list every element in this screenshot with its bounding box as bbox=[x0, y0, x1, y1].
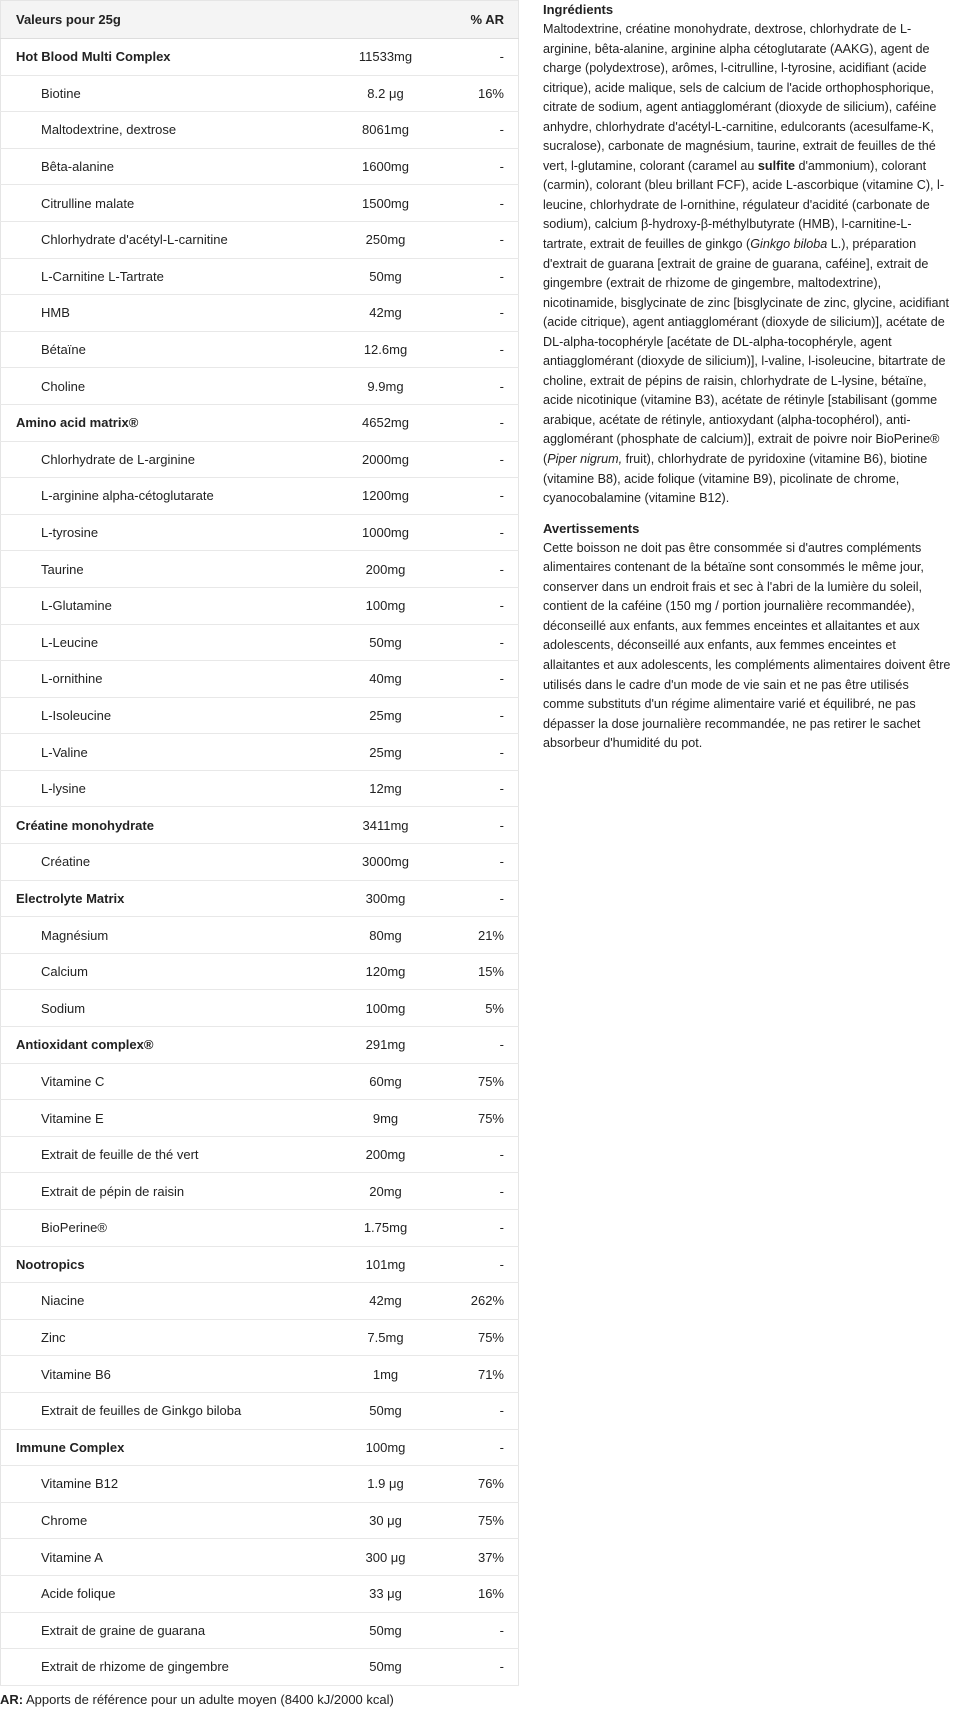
row-value: 42mg bbox=[313, 295, 459, 332]
row-value: 100mg bbox=[313, 1429, 459, 1466]
row-name: L-Glutamine bbox=[1, 587, 313, 624]
row-name: Chrome bbox=[1, 1502, 313, 1539]
row-value: 12mg bbox=[313, 770, 459, 807]
row-ar: - bbox=[459, 368, 519, 405]
row-ar: - bbox=[459, 295, 519, 332]
row-ar: 15% bbox=[459, 953, 519, 990]
table-row bbox=[1, 368, 519, 405]
table-row bbox=[1, 441, 519, 478]
row-name: Vitamine B6 bbox=[1, 1356, 313, 1393]
row-name: Sodium bbox=[1, 990, 313, 1027]
row-value: 40mg bbox=[313, 661, 459, 698]
row-name: L-ornithine bbox=[1, 661, 313, 698]
row-value: 1mg bbox=[313, 1356, 459, 1393]
row-value: 25mg bbox=[313, 697, 459, 734]
row-name: Acide folique bbox=[1, 1575, 313, 1612]
row-name: L-Valine bbox=[1, 734, 313, 771]
row-ar: 16% bbox=[459, 1575, 519, 1612]
footnote-label: AR: bbox=[0, 1692, 24, 1707]
ar-footnote bbox=[0, 1692, 394, 1707]
row-name: L-lysine bbox=[1, 770, 313, 807]
ingredients-title: Ingrédients bbox=[543, 2, 614, 17]
row-name: Magnésium bbox=[1, 917, 313, 954]
table-row bbox=[1, 1466, 519, 1503]
ingredients-text bbox=[543, 20, 951, 509]
row-value: 3000mg bbox=[313, 844, 459, 881]
row-ar: - bbox=[459, 661, 519, 698]
table-group-row bbox=[1, 404, 519, 441]
table-row bbox=[1, 661, 519, 698]
row-name: Amino acid matrix® bbox=[1, 404, 313, 441]
row-name: Bétaïne bbox=[1, 331, 313, 368]
latin-name: Ginkgo biloba bbox=[750, 237, 828, 252]
row-value: 300mg bbox=[313, 880, 459, 917]
row-ar: - bbox=[459, 258, 519, 295]
row-value: 60mg bbox=[313, 1063, 459, 1100]
row-value: 42mg bbox=[313, 1283, 459, 1320]
row-name: Immune Complex bbox=[1, 1429, 313, 1466]
row-name: Hot Blood Multi Complex bbox=[1, 39, 313, 76]
row-ar: 75% bbox=[459, 1502, 519, 1539]
row-ar: - bbox=[459, 624, 519, 661]
row-ar: - bbox=[459, 1173, 519, 1210]
row-name: Taurine bbox=[1, 551, 313, 588]
table-group-row bbox=[1, 880, 519, 917]
row-value: 50mg bbox=[313, 624, 459, 661]
row-name: Extrait de graine de guarana bbox=[1, 1612, 313, 1649]
row-name: L-Carnitine L-Tartrate bbox=[1, 258, 313, 295]
table-row bbox=[1, 697, 519, 734]
row-name: Niacine bbox=[1, 1283, 313, 1320]
table-row bbox=[1, 990, 519, 1027]
table-row bbox=[1, 1649, 519, 1686]
row-value: 12.6mg bbox=[313, 331, 459, 368]
warnings-text: Cette boisson ne doit pas être consommée si d'autres compléments alimentaires contenant de la bétaïne sont consommés le même jour, conserver dans un endroit frais et sec à l'abri de la lumière du soleil, contient de la caféine (150 mg / portion journalière recommandée), déconseillé aux enfants, aux femmes enceintes et allaitantes et aux adolescents, déconseillé aux enfants, aux femmes enceintes et allaitantes et aux adolescents, les compléments alimentaires doivent être utilisés dans le cadre d'un mode de vie sain et ne pas être utilisés comme substituts d'un régime alimentaire varié et équilibré, ne pas dépasser la dose journalière recommandée, ne pas retirer le sachet absorbeur d'humidité du pot. bbox=[543, 540, 951, 751]
row-value: 1.9 μg bbox=[313, 1466, 459, 1503]
ingredients-run: L.), préparation d'extrait de guarana [extrait de graine de guarana, caféine], extrait de gingembre (extrait de rhizome de gingembre, maltodextrine), nicotinamide, bisglycinate de zinc [bisglycinate de zinc, glycine, acidifiant (acide citrique), agent antiagglomérant (dioxyde de silicium)], acétate de DL-alpha-tocophéryle [acétate de DL-alpha-tocophéryle, agent antiagglomérant (dioxyde de silicium)], l-valine, l-isoleucine, bitartrate de choline, extrait de pépins de raisin, chlorhydrate de L-lysine, bétaïne, acide nicotinique (vitamine B3), acétate de rétinyle [stabilisant (gomme arabique, acétate de rétinyle, antioxydant (alpha-tocophérol), anti-agglomérant (phosphate de calcium)], extrait de poivre noir BioPerine® ( bbox=[543, 237, 950, 467]
table-group-row bbox=[1, 1246, 519, 1283]
latin-name: Piper nigrum, bbox=[547, 452, 623, 467]
row-name: Créatine bbox=[1, 844, 313, 881]
table-row bbox=[1, 75, 519, 112]
row-ar: - bbox=[459, 1392, 519, 1429]
row-ar: - bbox=[459, 880, 519, 917]
row-value: 50mg bbox=[313, 1649, 459, 1686]
table-row bbox=[1, 1356, 519, 1393]
row-ar: 21% bbox=[459, 917, 519, 954]
row-value: 100mg bbox=[313, 587, 459, 624]
table-row bbox=[1, 478, 519, 515]
row-name: BioPerine® bbox=[1, 1210, 313, 1247]
row-value: 33 μg bbox=[313, 1575, 459, 1612]
table-row bbox=[1, 1283, 519, 1320]
table-row bbox=[1, 295, 519, 332]
table-row bbox=[1, 221, 519, 258]
row-name: Vitamine C bbox=[1, 1063, 313, 1100]
row-ar: - bbox=[459, 404, 519, 441]
row-value: 9mg bbox=[313, 1100, 459, 1137]
table-row bbox=[1, 551, 519, 588]
row-value: 2000mg bbox=[313, 441, 459, 478]
row-value: 1000mg bbox=[313, 514, 459, 551]
row-ar: 76% bbox=[459, 1466, 519, 1503]
row-name: Maltodextrine, dextrose bbox=[1, 112, 313, 149]
row-name: Extrait de feuilles de Ginkgo biloba bbox=[1, 1392, 313, 1429]
row-name: Vitamine E bbox=[1, 1100, 313, 1137]
row-ar: 75% bbox=[459, 1063, 519, 1100]
row-ar: - bbox=[459, 1210, 519, 1247]
row-ar: 5% bbox=[459, 990, 519, 1027]
row-ar: - bbox=[459, 770, 519, 807]
row-value: 7.5mg bbox=[313, 1319, 459, 1356]
row-name: L-Isoleucine bbox=[1, 697, 313, 734]
table-row bbox=[1, 1612, 519, 1649]
row-name: Chlorhydrate de L-arginine bbox=[1, 441, 313, 478]
row-name: L-Leucine bbox=[1, 624, 313, 661]
row-ar: - bbox=[459, 221, 519, 258]
row-ar: - bbox=[459, 1027, 519, 1064]
table-row bbox=[1, 624, 519, 661]
row-name: Extrait de pépin de raisin bbox=[1, 1173, 313, 1210]
warnings-title: Avertissements bbox=[543, 520, 640, 536]
row-value: 3411mg bbox=[313, 807, 459, 844]
row-value: 25mg bbox=[313, 734, 459, 771]
row-value: 300 μg bbox=[313, 1539, 459, 1576]
ingredients-run: fruit), chlorhydrate de pyridoxine (vitamine B6), biotine (vitamine B8), acide folique (vitamine B9), picolinate de chrome, cyanocobalamine (vitamine B12). bbox=[543, 452, 928, 506]
table-row bbox=[1, 917, 519, 954]
table-header-row bbox=[1, 1, 519, 39]
row-name: Citrulline malate bbox=[1, 185, 313, 222]
row-name: Zinc bbox=[1, 1319, 313, 1356]
header-serving: Valeurs pour 25g bbox=[1, 1, 313, 39]
table-row bbox=[1, 770, 519, 807]
table-row bbox=[1, 953, 519, 990]
nutrition-table-body bbox=[1, 39, 519, 1686]
row-ar: - bbox=[459, 844, 519, 881]
row-value: 291mg bbox=[313, 1027, 459, 1064]
row-value: 200mg bbox=[313, 1136, 459, 1173]
row-ar: - bbox=[459, 39, 519, 76]
row-value: 8061mg bbox=[313, 112, 459, 149]
table-row bbox=[1, 258, 519, 295]
row-ar: - bbox=[459, 185, 519, 222]
row-ar: - bbox=[459, 148, 519, 185]
row-value: 8.2 μg bbox=[313, 75, 459, 112]
row-ar: - bbox=[459, 697, 519, 734]
row-ar: 37% bbox=[459, 1539, 519, 1576]
table-row bbox=[1, 1173, 519, 1210]
table-row bbox=[1, 1136, 519, 1173]
row-value: 4652mg bbox=[313, 404, 459, 441]
table-group-row bbox=[1, 807, 519, 844]
table-row bbox=[1, 185, 519, 222]
table-row bbox=[1, 1319, 519, 1356]
header-value bbox=[313, 1, 459, 39]
row-ar: 71% bbox=[459, 1356, 519, 1393]
ingredients-run: Maltodextrine, créatine monohydrate, dextrose, chlorhydrate de L-arginine, bêta-alanine, arginine alpha cétoglutarate (AAKG), agent de charge (polydextrose), arômes, l-citrulline, l-tyrosine, acidifiant (acide citrique), acide malique, sels de calcium de l'acide orthophosphorique, citrate de sodium, agent antiagglomérant (dioxyde de silicium), caféine anhydre, chlorhydrate d'acétyl-L-carnitine, edulcorants (acesulfame-K, sucralose), carbonate de magnésium, taurine, extrait de feuilles de thé vert, l-glutamine, colorant (caramel au bbox=[543, 22, 937, 173]
row-value: 250mg bbox=[313, 221, 459, 258]
allergen-highlight: sulfite bbox=[757, 158, 795, 173]
table-row bbox=[1, 148, 519, 185]
table-group-row bbox=[1, 39, 519, 76]
row-ar: - bbox=[459, 1649, 519, 1686]
header-ar: % AR bbox=[459, 1, 519, 39]
row-ar: - bbox=[459, 112, 519, 149]
row-ar: - bbox=[459, 514, 519, 551]
row-ar: - bbox=[459, 734, 519, 771]
row-name: HMB bbox=[1, 295, 313, 332]
row-name: Vitamine A bbox=[1, 1539, 313, 1576]
row-ar: - bbox=[459, 551, 519, 588]
table-group-row bbox=[1, 1027, 519, 1064]
footnote-text: Apports de référence pour un adulte moyen (8400 kJ/2000 kcal) bbox=[23, 1692, 394, 1707]
table-row bbox=[1, 331, 519, 368]
row-ar: - bbox=[459, 1612, 519, 1649]
row-value: 200mg bbox=[313, 551, 459, 588]
table-row bbox=[1, 1100, 519, 1137]
row-name: L-tyrosine bbox=[1, 514, 313, 551]
table-row bbox=[1, 1539, 519, 1576]
row-value: 50mg bbox=[313, 258, 459, 295]
table-row bbox=[1, 844, 519, 881]
table-row bbox=[1, 734, 519, 771]
row-value: 50mg bbox=[313, 1612, 459, 1649]
row-value: 1.75mg bbox=[313, 1210, 459, 1247]
row-value: 1600mg bbox=[313, 148, 459, 185]
row-ar: - bbox=[459, 478, 519, 515]
row-ar: - bbox=[459, 441, 519, 478]
row-ar: - bbox=[459, 1429, 519, 1466]
row-name: Nootropics bbox=[1, 1246, 313, 1283]
row-value: 30 μg bbox=[313, 1502, 459, 1539]
row-name: Extrait de feuille de thé vert bbox=[1, 1136, 313, 1173]
row-ar: - bbox=[459, 1246, 519, 1283]
row-name: Chlorhydrate d'acétyl-L-carnitine bbox=[1, 221, 313, 258]
row-value: 80mg bbox=[313, 917, 459, 954]
row-value: 1200mg bbox=[313, 478, 459, 515]
row-value: 1500mg bbox=[313, 185, 459, 222]
row-ar: - bbox=[459, 331, 519, 368]
table-row bbox=[1, 1210, 519, 1247]
row-ar: 75% bbox=[459, 1100, 519, 1137]
row-value: 50mg bbox=[313, 1392, 459, 1429]
row-value: 9.9mg bbox=[313, 368, 459, 405]
row-name: Créatine monohydrate bbox=[1, 807, 313, 844]
row-name: Extrait de rhizome de gingembre bbox=[1, 1649, 313, 1686]
info-column bbox=[543, 0, 951, 764]
table-row bbox=[1, 1575, 519, 1612]
row-ar: - bbox=[459, 1136, 519, 1173]
row-ar: - bbox=[459, 587, 519, 624]
table-row bbox=[1, 112, 519, 149]
row-ar: 75% bbox=[459, 1319, 519, 1356]
table-row bbox=[1, 1502, 519, 1539]
row-ar: 262% bbox=[459, 1283, 519, 1320]
row-value: 120mg bbox=[313, 953, 459, 990]
ingredients-run: d'ammonium), colorant (carmin), colorant (bleu brillant FCF), acide L-ascorbique (vitamine C), l-leucine, chlorhydrate de l-ornithine, régulateur d'acidité (carbonate de sodium), calcium β-hydroxy-β-méthylbutyrate (HMB), l-carnitine-L-tartrate, extrait de feuilles de ginkgo ( bbox=[543, 158, 945, 252]
row-name: Calcium bbox=[1, 953, 313, 990]
row-name: Antioxidant complex® bbox=[1, 1027, 313, 1064]
row-value: 11533mg bbox=[313, 39, 459, 76]
row-name: Vitamine B12 bbox=[1, 1466, 313, 1503]
row-ar: 16% bbox=[459, 75, 519, 112]
row-value: 20mg bbox=[313, 1173, 459, 1210]
table-row bbox=[1, 1392, 519, 1429]
row-value: 101mg bbox=[313, 1246, 459, 1283]
table-row bbox=[1, 587, 519, 624]
row-name: Bêta-alanine bbox=[1, 148, 313, 185]
row-name: Choline bbox=[1, 368, 313, 405]
row-name: Electrolyte Matrix bbox=[1, 880, 313, 917]
table-row bbox=[1, 1063, 519, 1100]
row-ar: - bbox=[459, 807, 519, 844]
row-value: 100mg bbox=[313, 990, 459, 1027]
row-name: Biotine bbox=[1, 75, 313, 112]
row-name: L-arginine alpha-cétoglutarate bbox=[1, 478, 313, 515]
table-group-row bbox=[1, 1429, 519, 1466]
table-row bbox=[1, 514, 519, 551]
